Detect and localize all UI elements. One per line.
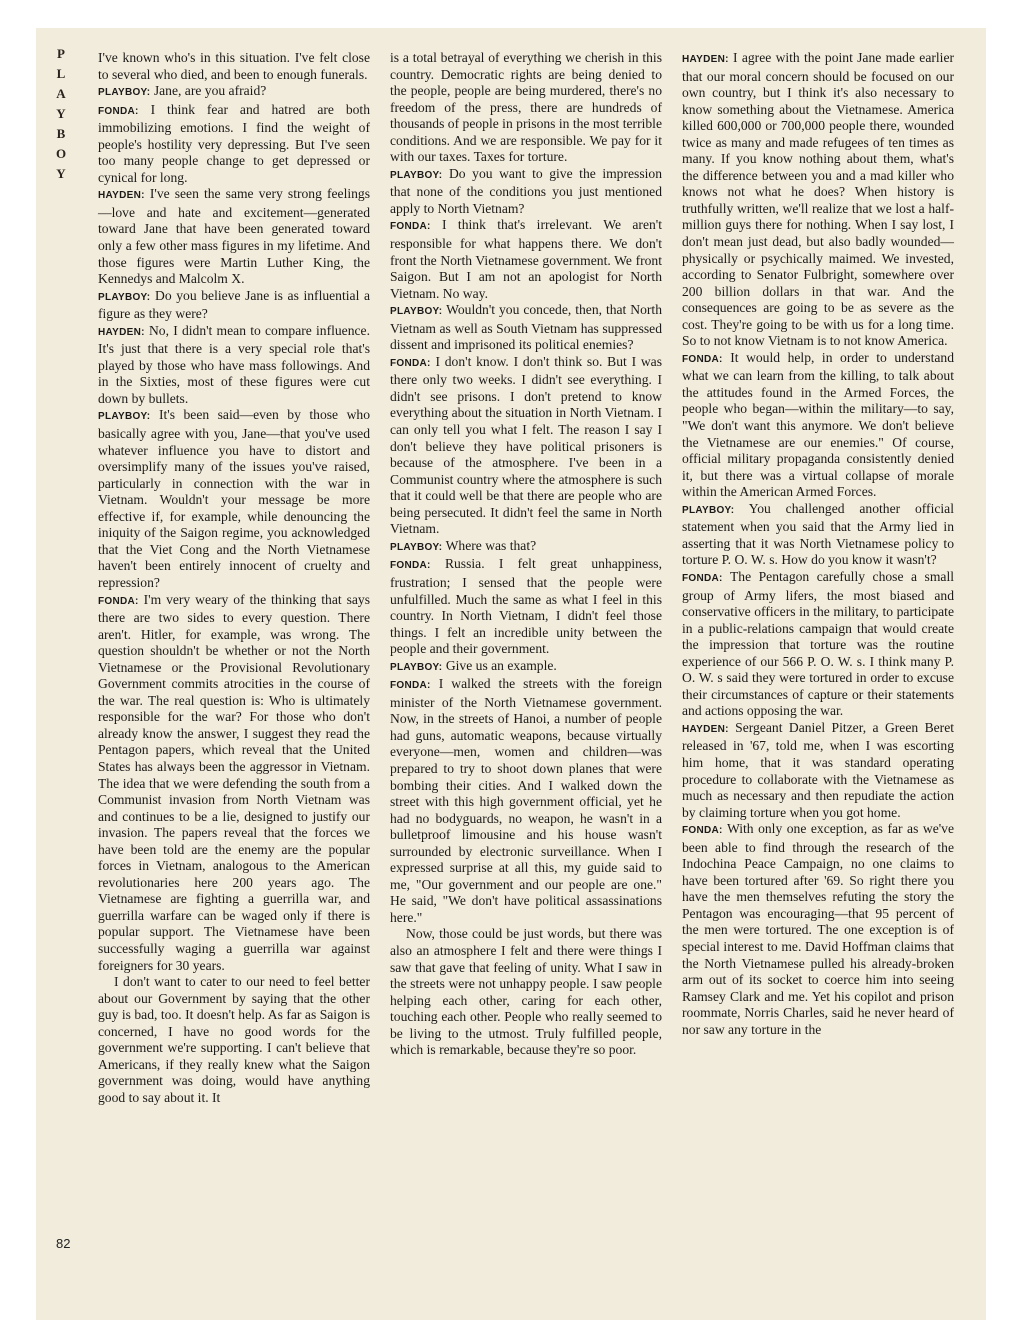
speaker-label: PLAYBOY: xyxy=(390,661,443,673)
paragraph-text: I agree with the point Jane made earlier that our moral concern should be focused on our own country, but I think it's also necessary to know something about the Vietnamese. America killed 600,000 or 700,000 people there, wounded twice as many and made refugees of ten times as many. If you know nothing about them, what's the difference between you and a mad killer who knows not what he does? When history is truthfully written, we'll realize that we lost a half-million guys there for nothing. When I say lost, I don't mean just dead, but also badly wounded—physically or psychically maimed. We invested, according to Senator Fulbright, somewhere over 200 billion dollars in that war. And the consequences are going to be as severe as the cost. They're going to be with us for a long time. So to not know Vietnam is to not know America. xyxy=(682,50,954,349)
speaker-label: FONDA: xyxy=(98,595,139,607)
paragraph-text: Jane, are you afraid? xyxy=(153,83,267,99)
masthead-letter: L xyxy=(56,66,66,81)
paragraph-text: is a total betrayal of everything we cherish in this country. Democratic rights are being denied to the people, people are being murdered, there's no freedom of the press, there are hundreds of thousands of people in prisons in the most terrible conditions. And we are responsible. We pay for it with our taxes. Taxes for torture. xyxy=(390,50,662,165)
paragraph-text: I don't know. I don't think so. But I was there only two weeks. I didn't see everything. I didn't see prisons. I don't pretend to know everything about the situation in North Vietnam. I can only tell you what I felt. The reason I say I don't believe they have political prisoners is because of the atmosphere. I've been in a Communist country where the atmosphere is such that it could well be that there are people who are being persecuted. It didn't feel the same in North Vietnam. xyxy=(390,353,662,537)
paragraph-text: The Pentagon carefully chose a small group of Army lifers, the most biased and conservative officers in the military, to participate in a public-relations campaign that would create the impression that torture was the routine experience of our 566 P. O. W. s. I think many P. O. W. s said they were tortured in order to excuse their circumstances of capture or their statements and actions opposing the war. xyxy=(682,568,954,719)
interview-paragraph xyxy=(682,350,954,501)
masthead-vertical xyxy=(50,44,72,184)
paragraph-text: With only one exception, as far as we've been able to find through the research of the Indochina Peace Campaign, no one claims to have been tortured after '69. So right there you have the men themselves refuting the story the Pentagon was encouraging—that 95 percent of the men were tortured. The one exception is of special interest to me. David Hoffman claims that the North Vietnamese pulled his already-broken arm out of its socket to coerce him into seeing Ramsey Clark and me. Yet his copilot and prison roommate, Norris Charles, said he never heard of nor saw any torture in the xyxy=(682,821,955,1037)
interview-paragraph xyxy=(98,288,370,323)
speaker-label: HAYDEN: xyxy=(98,326,145,338)
speaker-label: PLAYBOY: xyxy=(98,291,151,303)
speaker-label: FONDA: xyxy=(390,680,431,692)
speaker-label: FONDA: xyxy=(98,105,139,117)
speaker-label: PLAYBOY: xyxy=(682,504,735,516)
paragraph-text: I think fear and hatred are both immobilizing emotions. I find the weight of people's hostility very depressing. But I've seen too many people change to get depressed or cynical for long. xyxy=(98,101,370,185)
masthead-letter: A xyxy=(56,86,66,101)
paragraph-text: Do you believe Jane is as influential a figure as they were? xyxy=(98,287,370,322)
text-column-2 xyxy=(390,50,662,1059)
speaker-label: FONDA: xyxy=(390,560,431,572)
paragraph-text: Russia. I felt great unhappiness, frustration; I sensed that the people were unfulfilled. Much the same as what I feel in this country. In North Vietnam, I didn't feel those things. I felt an incredible unity between the people and their government. xyxy=(390,556,662,657)
page-number: 82 xyxy=(56,1236,71,1251)
interview-paragraph xyxy=(682,569,954,720)
speaker-label: HAYDEN: xyxy=(98,190,145,202)
paragraph-text: Where was that? xyxy=(445,537,537,553)
paragraph-text: I've known who's in this situation. I've felt close to several who died, and been to enough funerals. xyxy=(98,50,370,82)
interview-paragraph xyxy=(390,658,662,677)
masthead-letter: B xyxy=(56,126,66,141)
interview-paragraph xyxy=(390,676,662,926)
interview-paragraph xyxy=(390,50,662,166)
text-column-1 xyxy=(98,50,370,1106)
paragraph-text: I've seen the same very strong feelings—love and hate and excitement—generated toward Jane that have been generated toward only a few other mass figures in my lifetime. And those figures were Martin Luther King, the Kennedys and Malcolm X. xyxy=(98,186,371,287)
masthead-letter: Y xyxy=(56,166,66,181)
interview-paragraph xyxy=(682,821,954,1038)
speaker-label: FONDA: xyxy=(682,353,723,365)
paragraph-text: I don't want to cater to our need to feel better about our Government by saying that the other guy is bad, too. It doesn't help. As far as Saigon is concerned, I have no good words for the government we're supporting. I can't believe that Americans, if they really knew what the Saigon government was doing, would have anything good to say about it. It xyxy=(98,974,370,1105)
interview-paragraph xyxy=(682,501,954,569)
paragraph-text: I'm very weary of the thinking that says there are two sides to every question. There aren't. Hitler, for example, was wrong. The question shouldn't be whether or not the North Vietnamese or the Provisional Revolutionary Government commits atrocities in the course of the war. The real question is: Who is ultimately responsible for the war? For those who don't already know the answer, I suggest they read the Pentagon papers, which reveal that the United States has always been the aggressor in Vietnam. The idea that we were defending the south from a Communist invasion from North Vietnam was and continues to be a lie, designed to justify our invasion. The papers reveal that the forces we have been told are the enemy are the popular forces in Vietnam, analogous to the American revolutionaries here 200 years ago. The Vietnamese are fighting a guerrilla war, and guerrilla warfare can be waged only if there is popular support. The Vietnamese have been successfully waging a guerrilla war against foreigners for 30 years. xyxy=(98,591,370,973)
paragraph-text: Wouldn't you concede, then, that North Vietnam as well as South Vietnam has suppressed dissent and imprisoned its political enemies? xyxy=(390,302,662,353)
interview-paragraph xyxy=(682,720,954,821)
paragraph-text: It would help, in order to understand what we can learn from the killing, to talk about the attitudes found in the Armed Forces, the people who began—within the military—to say, "We don't want this anymore. We don't believe the Vietnamese are our enemies." Of course, official military propaganda consistently denied it, but there was a virtual collapse of morale within the American Armed Forces. xyxy=(682,349,954,500)
interview-paragraph xyxy=(98,186,370,287)
speaker-label: PLAYBOY: xyxy=(98,87,151,99)
speaker-label: FONDA: xyxy=(682,572,723,584)
speaker-label: PLAYBOY: xyxy=(390,541,443,553)
interview-paragraph xyxy=(98,102,370,187)
speaker-label: HAYDEN: xyxy=(682,723,729,735)
paragraph-text: Sergeant Daniel Pitzer, a Green Beret released in '67, told me, when I was escorting him home, that it was standard operating procedure to collaborate with the Vietnamese as much as necessary and then repudiate the action by claiming torture when you got home. xyxy=(682,719,955,820)
paragraph-text: No, I didn't mean to compare influence. It's just that there is a very special role that's played by those who have mass followings. And in the Sixties, most of these figures were cut down by bullets. xyxy=(98,322,370,406)
interview-paragraph xyxy=(390,538,662,557)
interview-paragraph xyxy=(98,323,370,408)
interview-paragraph xyxy=(98,50,370,83)
speaker-label: FONDA: xyxy=(390,221,431,233)
interview-paragraph xyxy=(98,407,370,591)
speaker-label: PLAYBOY: xyxy=(98,411,151,423)
text-column-3 xyxy=(682,50,954,1038)
interview-paragraph xyxy=(390,556,662,657)
interview-paragraph xyxy=(682,50,954,350)
paragraph-text: I think that's irrelevant. We aren't responsible for what happens there. We don't front the North Vietnamese government. We front Saigon. But I am not an apologist for North Vietnam. No way. xyxy=(390,217,662,301)
interview-paragraph xyxy=(390,354,662,538)
interview-paragraph xyxy=(390,166,662,218)
masthead-letter: Y xyxy=(56,106,66,121)
masthead-letter: P xyxy=(57,46,65,61)
paragraph-text: Now, those could be just words, but there was also an atmosphere I felt and there were things I saw that gave that feeling of unity. What I saw in the streets were not unhappy people. I saw people helping each other, caring for each other, touching each other. People who really seemed to be living to the utmost. Truly fulfilled people, which is remarkable, because they're so poor. xyxy=(390,926,662,1058)
speaker-label: FONDA: xyxy=(390,357,431,369)
interview-paragraph xyxy=(98,974,370,1106)
paragraph-text: I walked the streets with the foreign minister of the North Vietnamese government. Now, in the streets of Hanoi, a number of people had guns, automatic weapons, because virtually everyone—men, women and children—was prepared to try to shoot down planes that were bombing their cities. And I walked down the street with this high government official, yet he had no bodyguards, no weapon, he wasn't in a bulletproof limousine and his house wasn't surrounded by electronic surveillance. When I expressed surprise at all this, my guide said to me, "Our government and our people are one." He said, "We don't have political assassinations here." xyxy=(390,676,662,925)
interview-paragraph xyxy=(390,926,662,1058)
speaker-label: PLAYBOY: xyxy=(390,169,443,181)
paragraph-text: Give us an example. xyxy=(445,657,557,673)
interview-paragraph xyxy=(98,592,370,975)
paragraph-text: It's been said—even by those who basically agree with you, Jane—that you've used whatever influence you have to distort and oversimplify many of the issues you've raised, particularly in connection with the war in Vietnam. Wouldn't your message be more effective if, for example, while denouncing the iniquity of the Saigon regime, you acknowledged that the Viet Cong and the North Vietnamese haven't been entirely innocent of cruelty and repression? xyxy=(98,407,371,590)
interview-paragraph xyxy=(98,83,370,102)
speaker-label: FONDA: xyxy=(682,825,723,837)
interview-paragraph xyxy=(390,217,662,302)
paragraph-text: Do you want to give the impression that none of the conditions you just mentioned apply to North Vietnam? xyxy=(390,165,662,216)
speaker-label: PLAYBOY: xyxy=(390,306,443,318)
paragraph-text: You challenged another official statement when you said that the Army lied in asserting that it was North Vietnamese policy to torture P. O. W. s. How do you know it wasn't? xyxy=(682,500,954,568)
interview-paragraph xyxy=(390,302,662,354)
masthead-letter: O xyxy=(55,146,67,161)
speaker-label: HAYDEN: xyxy=(682,54,729,65)
